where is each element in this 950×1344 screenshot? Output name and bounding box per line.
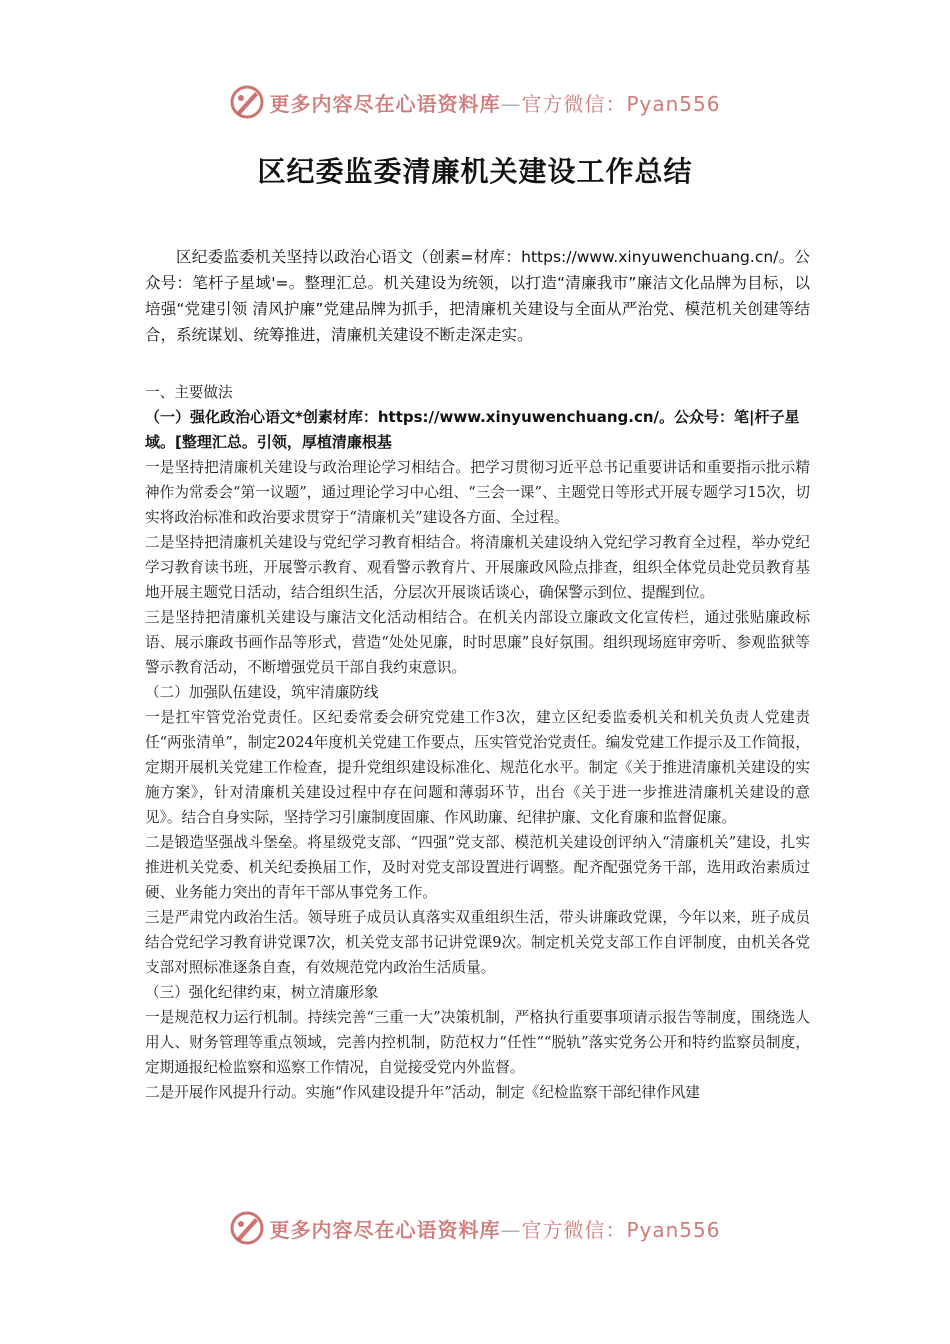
document-title: 区纪委监委清廉机关建设工作总结 (257, 155, 693, 188)
subheading-1: （一）强化政治心语文*创素材库：https://www.xinyuwenchuang.cn/。公众号：笔|杆子星域。[整理汇总。引领，厚植清廉根基 (145, 408, 800, 451)
banner-wechat: 官方微信：Pyan556 (521, 91, 721, 116)
paragraph-5: 二是锻造坚强战斗堡垒。将星级党支部、“四强”党支部、模范机关建设创评纳入“清廉机关”建设，扎实推进机关党委、机关纪委换届工作，及时对党支部设置进行调整。配齐配强党务干部，选用政治素质过硬、业务能力突出的青年干部从事党务工作。 (145, 834, 810, 901)
section-heading-1: 一、主要做法 (145, 384, 233, 401)
subheading-2: （二）加强队伍建设，筑牢清廉防线 (145, 684, 379, 701)
intro-paragraph: 区纪委监委机关坚持以政治心语文（创素=材库：https://www.xinyuwenchuang.cn/。公众号：笔杆子星域'=。整理汇总。机关建设为统领，以打造“清廉我市”廉洁文化品牌为目标，以培强“党建引领 清风护廉”党建品牌为抓手，把清廉机关建设与全面从严治党、模范机关创建等结合，系统谋划、统筹推进，清廉机关建设不断走深走实。 (145, 248, 810, 344)
footer-watermark (0, 1208, 950, 1248)
pen-logo-icon (229, 1210, 265, 1246)
banner-text: 更多内容尽在心语资料库 (269, 1217, 501, 1242)
paragraph-6: 三是严肃党内政治生活。领导班子成员认真落实双重组织生活，带头讲廉政党课，今年以来，班子成员结合党纪学习教育讲党课7次，机关党支部书记讲党课9次。制定机关党支部工作自评制度，由机关各党支部对照标准逐条自查，有效规范党内政治生活质量。 (145, 909, 810, 976)
subheading-3: （三）强化纪律约束，树立清廉形象 (145, 984, 379, 1001)
paragraph-8: 二是开展作风提升行动。实施“作风建设提升年”活动，制定《纪检监察干部纪律作风建 (145, 1084, 700, 1101)
header-watermark (0, 82, 950, 122)
banner-wechat: 官方微信：Pyan556 (521, 1217, 721, 1242)
paragraph-7: 一是规范权力运行机制。持续完善“三重一大”决策机制，严格执行重要事项请示报告等制度，围绕选人用人、财务管理等重点领域，完善内控机制，防范权力“任性”“脱轨”落实党务公开和特约监察员制度，定期通报纪检监察和巡察工作情况，自觉接受党内外监督。 (145, 1009, 810, 1076)
document-body (145, 244, 810, 1105)
banner-separator: — (500, 1217, 522, 1242)
pen-logo-icon (229, 84, 265, 120)
paragraph-1: 一是坚持把清廉机关建设与政治理论学习相结合。把学习贯彻习近平总书记重要讲话和重要指示批示精神作为常委会“第一议题”，通过理论学习中心组、“三会一课”、主题党日等形式开展专题学习15次，切实将政治标准和政治要求贯穿于“清廉机关”建设各方面、全过程。 (145, 459, 810, 526)
paragraph-4: 一是扛牢管党治党责任。区纪委常委会研究党建工作3次，建立区纪委监委机关和机关负责人党建责任“两张清单”，制定2024年度机关党建工作要点，压实管党治党责任。编发党建工作提示及工作简报，定期开展机关党建工作检查，提升党组织建设标准化、规范化水平。制定《关于推进清廉机关建设的实施方案》，针对清廉机关建设过程中存在问题和薄弱环节，出台《关于进一步推进清廉机关建设的意见》。结合自身实际，坚持学习引廉制度固廉、作风助廉、纪律护廉、文化育廉和监督促廉。 (145, 709, 811, 826)
paragraph-3: 三是坚持把清廉机关建设与廉洁文化活动相结合。在机关内部设立廉政文化宣传栏，通过张贴廉政标语、展示廉政书画作品等形式，营造“处处见廉，时时思廉”良好氛围。组织现场庭审旁听、参观监狱等警示教育活动，不断增强党员干部自我约束意识。 (145, 609, 810, 676)
banner-text: 更多内容尽在心语资料库 (269, 91, 501, 116)
banner-separator: — (500, 91, 522, 116)
paragraph-2: 二是坚持把清廉机关建设与党纪学习教育相结合。将清廉机关建设纳入党纪学习教育全过程，举办党纪学习教育读书班，开展警示教育、观看警示教育片、开展廉政风险点排查，组织全体党员赴党员教育基地开展主题党日活动，结合组织生活，分层次开展谈话谈心，确保警示到位、提醒到位。 (145, 534, 810, 601)
